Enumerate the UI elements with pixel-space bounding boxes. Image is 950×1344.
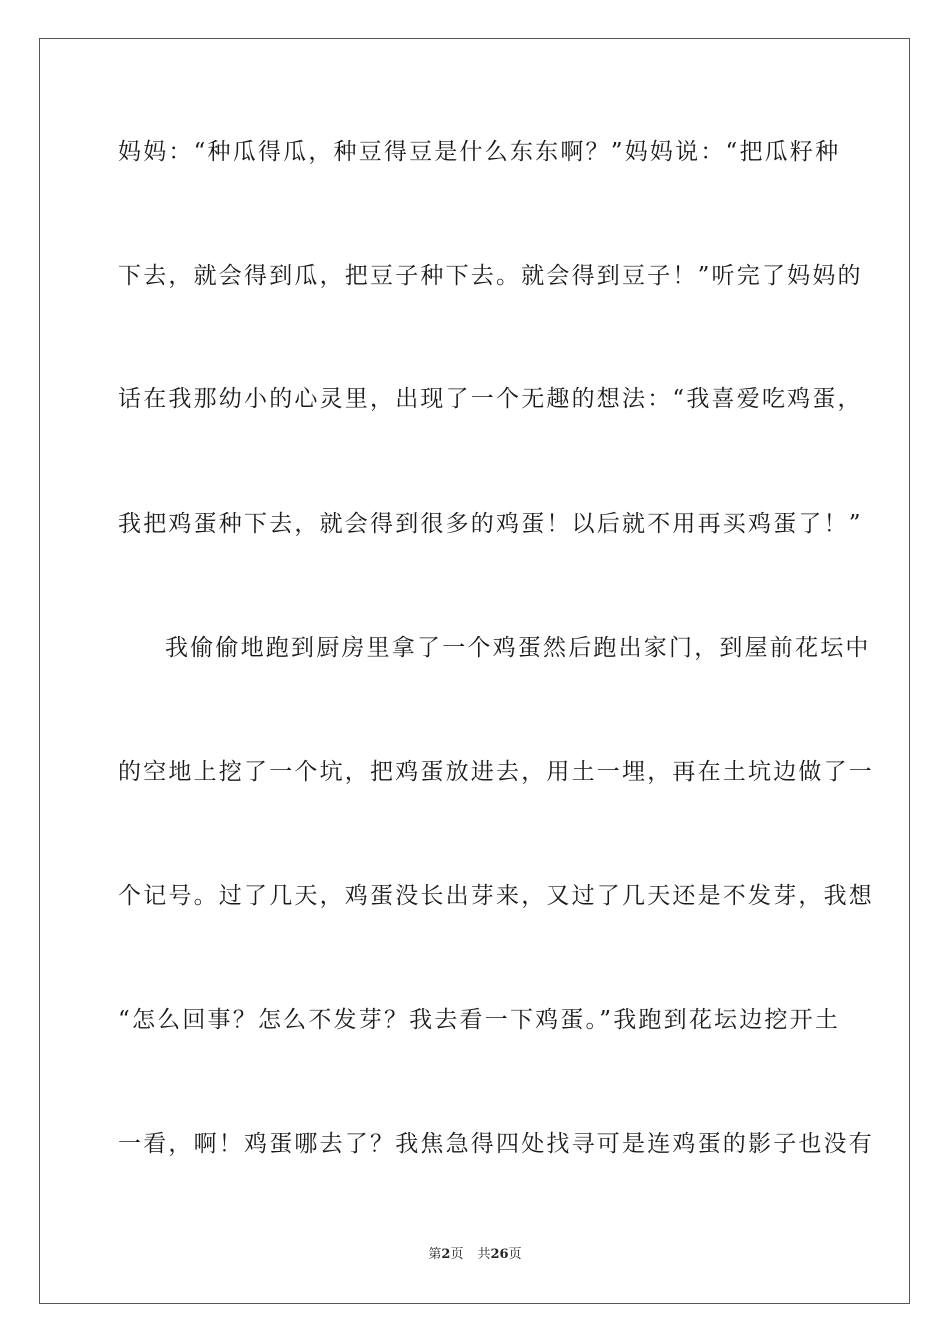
page-prefix: 第 xyxy=(428,1247,442,1262)
total-pages: 26 xyxy=(490,1247,509,1262)
total-prefix: 共 xyxy=(477,1247,491,1262)
text-line-7: 个记号。过了几天，鸡蛋没长出芽来，又过了几天还是不发芽，我想 xyxy=(118,883,874,909)
text-line-2: 下去，就会得到瓜，把豆子种下去。就会得到豆子！”听完了妈妈的 xyxy=(118,263,863,289)
total-suffix: 页 xyxy=(508,1247,522,1262)
page-frame xyxy=(39,38,910,1304)
text-line-3: 话在我那幼小的心灵里，出现了一个无趣的想法：“我喜爱吃鸡蛋， xyxy=(118,386,863,412)
text-line-4: 我把鸡蛋种下去，就会得到很多的鸡蛋！以后就不用再买鸡蛋了！” xyxy=(118,511,863,537)
text-line-1: 妈妈：“种瓜得瓜，种豆得豆是什么东东啊？”妈妈说：“把瓜籽种 xyxy=(118,139,841,165)
text-line-5-paragraph-start: 我偷偷地跑到厨房里拿了一个鸡蛋然后跑出家门，到屋前花坛中 xyxy=(165,635,871,661)
page-number: 2 xyxy=(441,1247,451,1262)
text-line-9: 一看，啊！鸡蛋哪去了？我焦急得四处找寻可是连鸡蛋的影子也没有 xyxy=(118,1131,874,1157)
text-line-6: 的空地上挖了一个坑，把鸡蛋放进去，用土一埋，再在土坑边做了一 xyxy=(118,759,874,785)
text-line-8: “怎么回事？怎么不发芽？我去看一下鸡蛋。”我跑到花坛边挖开土 xyxy=(118,1007,841,1033)
page-suffix: 页 xyxy=(450,1247,464,1262)
page-footer xyxy=(0,1246,950,1264)
